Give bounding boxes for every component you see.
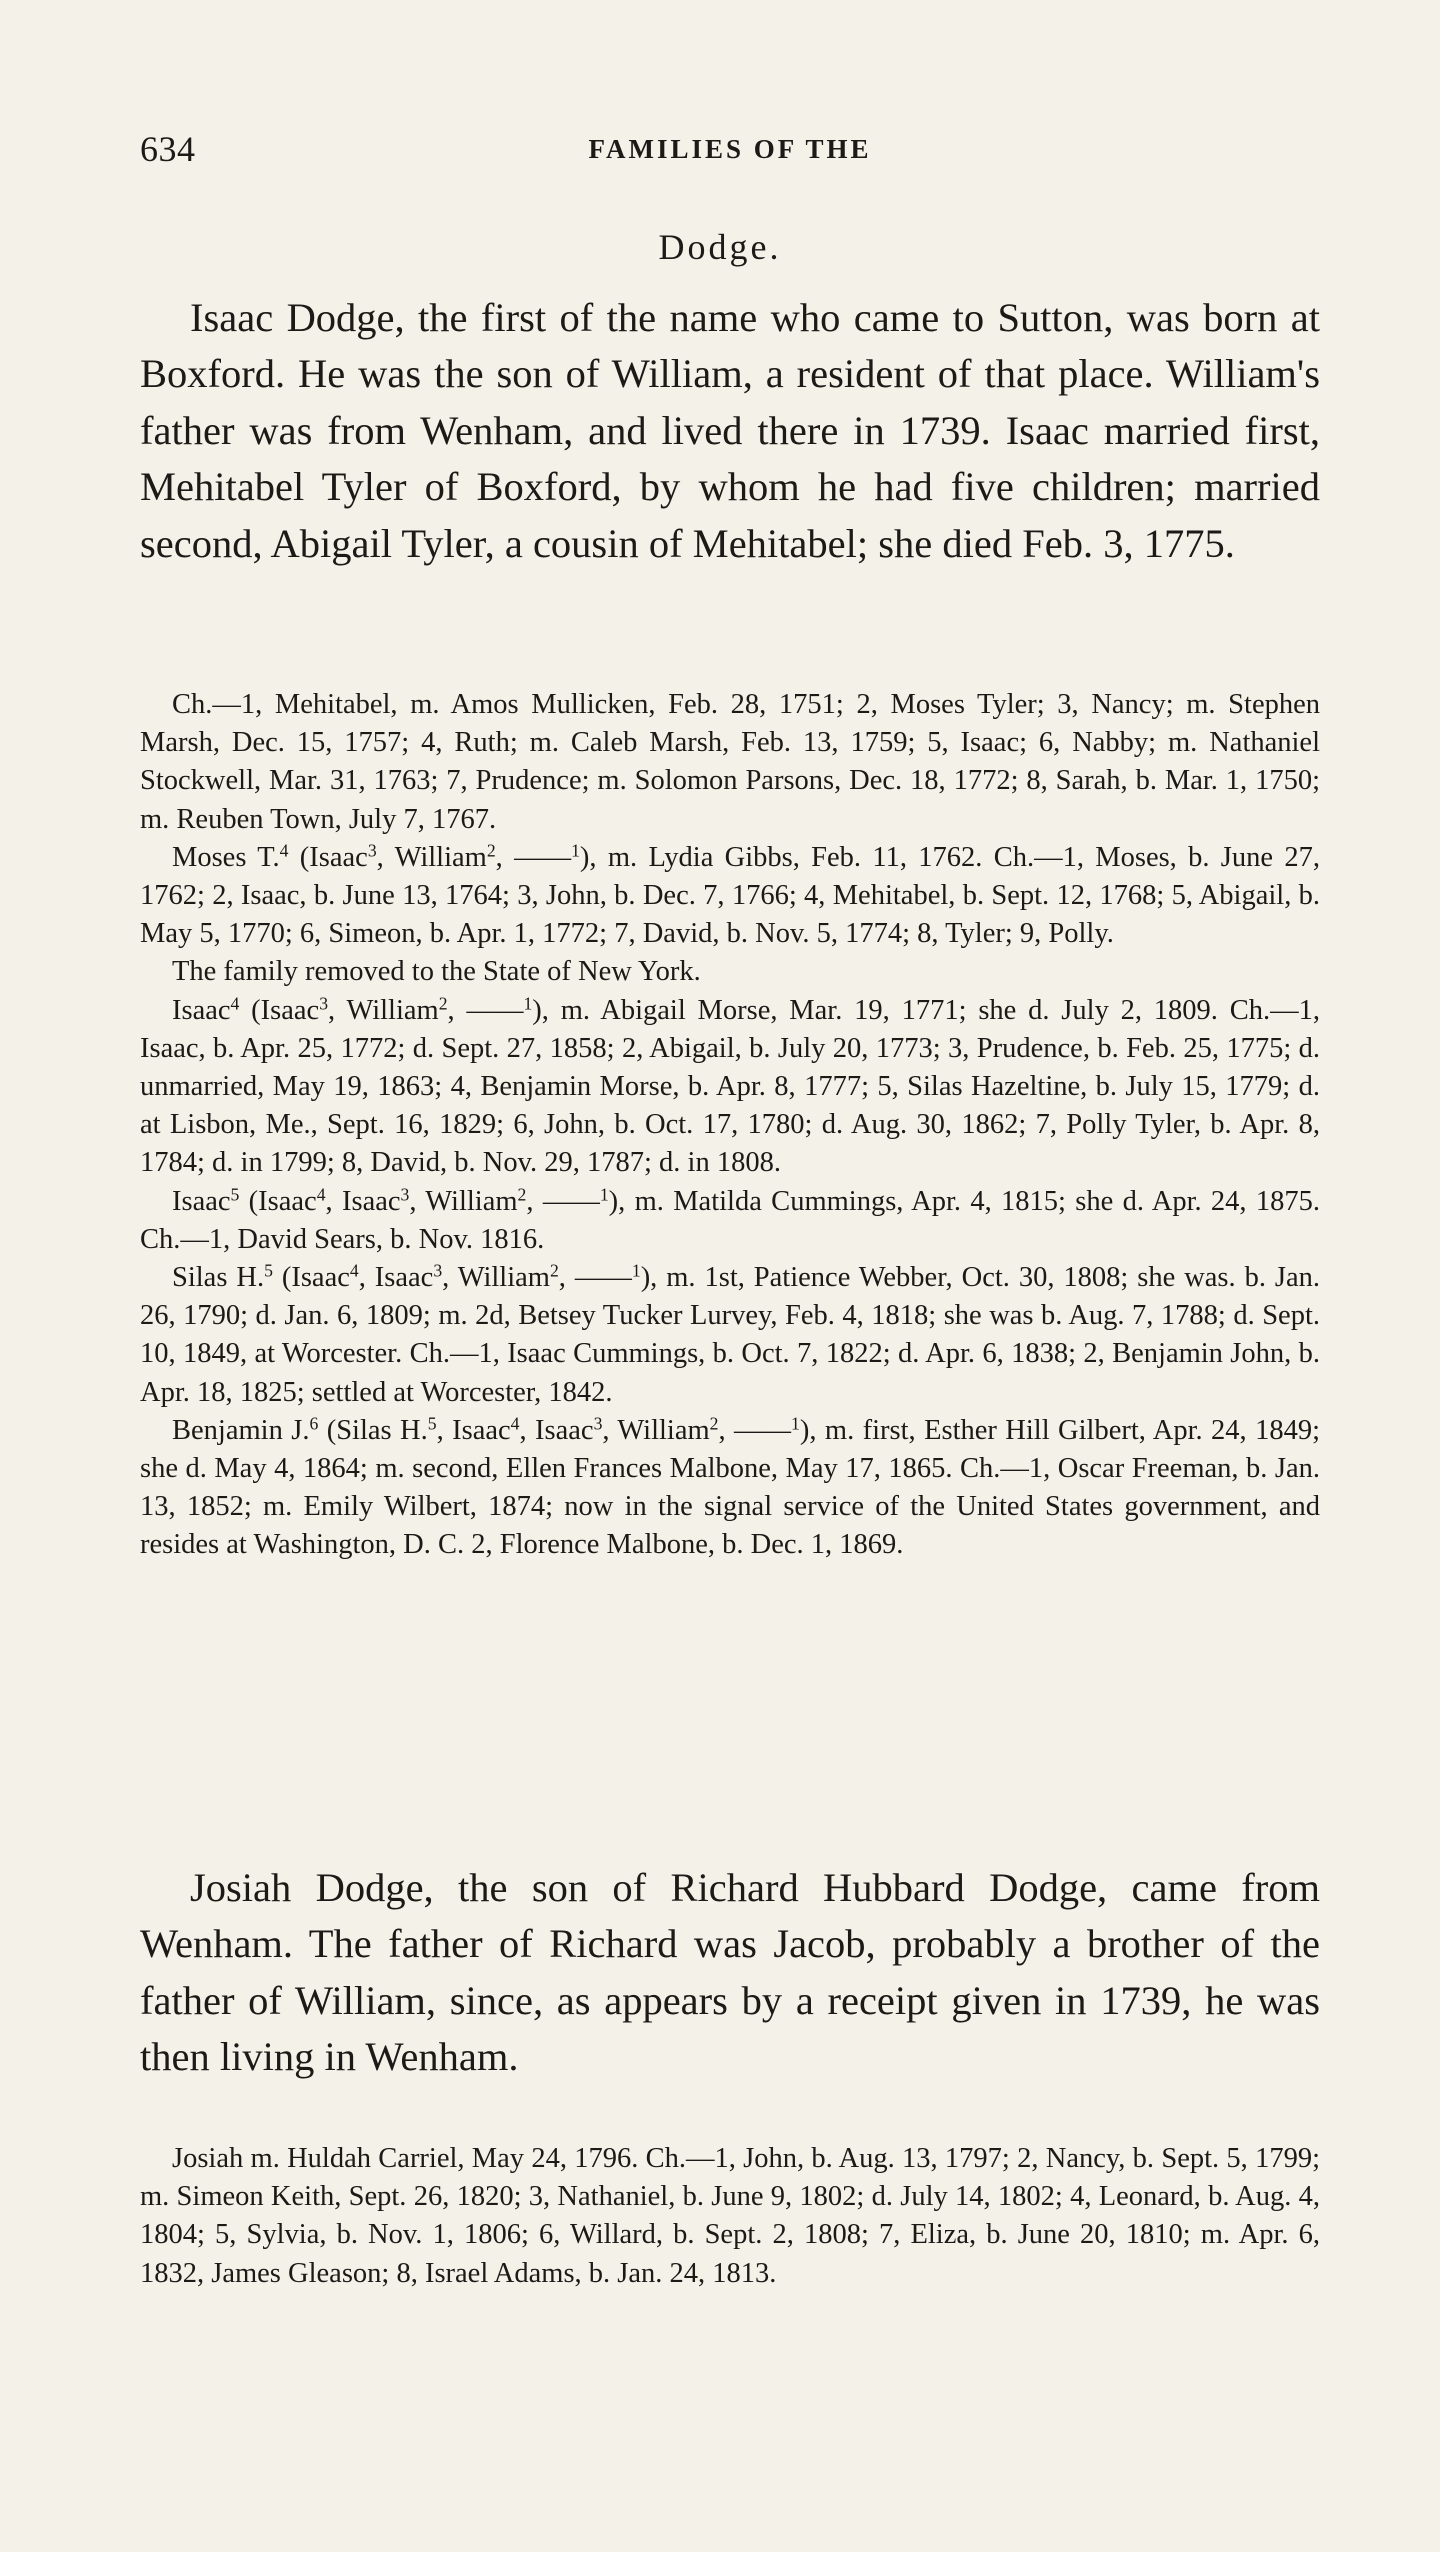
isaac4-entry bbox=[140, 992, 1320, 1183]
benjamin-lineage-1: (Silas H. bbox=[318, 1414, 428, 1446]
isaac5-generation: 5 bbox=[230, 1183, 240, 1204]
moses-lineage-3: , —— bbox=[495, 841, 572, 873]
moses-text: ), m. Lydia Gibbs, Feb. 11, 1762. Ch.—1, Moses, b. June 27, 1762; 2, Isaac, b. June 13, 1764; 3, John, b. Dec. 7, 1766; 4, Mehitabel, b. Sept. 12, 1768; 5, Abigail, b. May 5, 1770; 6, Simeon, b. Apr. 1, 1772; 7, David, b. Nov. 5, 1774; 8, Tyler; 9, Polly. bbox=[140, 841, 1320, 950]
isaac-children-entry: Ch.—1, Mehitabel, m. Amos Mullicken, Feb. 28, 1751; 2, Moses Tyler; 3, Nancy; m. Stephen Marsh, Dec. 15, 1757; 4, Ruth; m. Caleb Marsh, Feb. 13, 1759; 5, Isaac; 6, Nabby; m. Nathaniel Stockwell, Mar. 31, 1763; 7, Prudence; m. Solomon Parsons, Dec. 18, 1772; 8, Sarah, b. Mar. 1, 1750; m. Reuben Town, July 7, 1767. bbox=[140, 689, 1320, 835]
isaac5-lineage-sup-3: 2 bbox=[517, 1183, 527, 1204]
benjamin-generation: 6 bbox=[309, 1413, 319, 1434]
benjamin-lineage-sup-4: 2 bbox=[709, 1413, 719, 1434]
isaac4-name: Isaac bbox=[172, 994, 231, 1026]
benjamin-lineage-sup-1: 5 bbox=[427, 1413, 437, 1434]
page-number: 634 bbox=[140, 129, 196, 169]
silas-entry bbox=[140, 1259, 1320, 1412]
silas-lineage-4: , —— bbox=[558, 1262, 632, 1294]
moses-generation: 4 bbox=[279, 840, 289, 861]
genealogy-entries-josiah bbox=[140, 2140, 1320, 2293]
benjamin-lineage-sup-2: 4 bbox=[510, 1413, 520, 1434]
moses-lineage-sup-2: 2 bbox=[486, 840, 496, 861]
isaac5-lineage-sup-1: 4 bbox=[316, 1183, 326, 1204]
isaac5-lineage-2: , Isaac bbox=[325, 1185, 401, 1217]
benjamin-entry bbox=[140, 1412, 1320, 1565]
benjamin-text: ), m. first, Esther Hill Gilbert, Apr. 24, 1849; she d. May 4, 1864; m. second, Ellen Frances Malbone, May 17, 1865. Ch.—1, Oscar Freeman, b. Jan. 13, 1852; m. Emily Wilbert, 1874; now in the signal service of the United States government, and resides at Washington, D. C. 2, Florence Malbone, b. Dec. 1, 1869. bbox=[140, 1414, 1321, 1561]
isaac5-lineage-4: , —— bbox=[526, 1185, 600, 1217]
benjamin-lineage-sup-5: 1 bbox=[791, 1413, 800, 1434]
benjamin-lineage-4: , William bbox=[602, 1414, 710, 1446]
intro-josiah-dodge bbox=[140, 1860, 1320, 2086]
benjamin-name: Benjamin J. bbox=[172, 1414, 310, 1446]
benjamin-lineage-2: , Isaac bbox=[436, 1414, 511, 1446]
isaac4-text: ), m. Abigail Morse, Mar. 19, 1771; she d. July 2, 1809. Ch.—1, Isaac, b. Apr. 25, 1772; d. Sept. 27, 1858; 2, Abigail, b. July 20, 1773; 3, Prudence, b. Feb. 25, 1775; d. unmarried, May 19, 1863; 4, Benjamin Morse, b. Apr. 8, 1777; 5, Silas Hazeltine, b. July 15, 1779; d. at Lisbon, Me., Sept. 16, 1829; 6, John, b. Oct. 17, 1780; d. Aug. 30, 1862; 7, Polly Tyler, b. Apr. 8, 1784; d. in 1799; 8, David, b. Nov. 29, 1787; d. in 1808. bbox=[140, 994, 1321, 1179]
isaac5-lineage-3: , William bbox=[409, 1185, 518, 1217]
benjamin-lineage-3: , Isaac bbox=[519, 1414, 594, 1446]
silas-lineage-2: , Isaac bbox=[358, 1262, 434, 1294]
isaac5-entry bbox=[140, 1183, 1320, 1259]
isaac4-lineage-sup-2: 2 bbox=[438, 992, 448, 1013]
intro-josiah-text: Josiah Dodge, the son of Richard Hubbard Dodge, came from Wenham. The father of Richard was Jacob, probably a brother of the father of William, since, as appears by a receipt given in 1739, he was then living in Wenham. bbox=[140, 1865, 1320, 2080]
benjamin-lineage-5: , —— bbox=[718, 1414, 792, 1446]
moses-name: Moses T. bbox=[172, 841, 280, 873]
removed-note: The family removed to the State of New York. bbox=[172, 956, 701, 988]
page-header bbox=[140, 128, 1320, 178]
isaac4-lineage-1: (Isaac bbox=[239, 994, 320, 1026]
isaac5-lineage-sup-4: 1 bbox=[599, 1183, 609, 1204]
isaac5-name: Isaac bbox=[172, 1185, 231, 1217]
silas-lineage-sup-1: 4 bbox=[349, 1260, 359, 1281]
isaac4-lineage-3: , —— bbox=[447, 994, 524, 1026]
isaac5-text: ), m. Matilda Cummings, Apr. 4, 1815; she d. Apr. 24, 1875. Ch.—1, David Sears, b. Nov. 1816. bbox=[140, 1185, 1321, 1255]
silas-lineage-sup-3: 2 bbox=[549, 1260, 559, 1281]
josiah-entry: Josiah m. Huldah Carriel, May 24, 1796. Ch.—1, John, b. Aug. 13, 1797; 2, Nancy, b. Sept. 5, 1799; m. Simeon Keith, Sept. 26, 1820; 3, Nathaniel, b. June 9, 1802; d. July 14, 1802; 4, Leonard, b. Aug. 4, 1804; 5, Sylvia, b. Nov. 1, 1806; 6, Willard, b. Sept. 2, 1808; 7, Eliza, b. June 20, 1810; m. Apr. 6, 1832, James Gleason; 8, Israel Adams, b. Jan. 24, 1813. bbox=[140, 2143, 1320, 2289]
running-head: FAMILIES OF THE bbox=[588, 134, 872, 164]
moses-lineage-1: (Isaac bbox=[288, 841, 368, 873]
section-title: Dodge. bbox=[658, 227, 782, 267]
moses-lineage-2: , William bbox=[376, 841, 487, 873]
isaac5-lineage-sup-2: 3 bbox=[400, 1183, 410, 1204]
silas-lineage-3: , William bbox=[442, 1262, 550, 1294]
silas-lineage-sup-4: 1 bbox=[631, 1260, 641, 1281]
isaac5-lineage-1: (Isaac bbox=[239, 1185, 317, 1217]
moses-lineage-sup-3: 1 bbox=[571, 840, 580, 861]
silas-name: Silas H. bbox=[172, 1262, 265, 1294]
isaac4-lineage-sup-3: 1 bbox=[523, 992, 533, 1013]
intro-isaac-text: Isaac Dodge, the first of the name who came to Sutton, was born at Boxford. He was the son of William, a resident of that place. William's father was from Wenham, and lived there in 1739. Isaac married first, Mehitabel Tyler of Boxford, by whom he had five children; married second, Abigail Tyler, a cousin of Mehitabel; she died Feb. 3, 1775. bbox=[140, 295, 1320, 566]
intro-isaac-dodge bbox=[140, 290, 1320, 572]
isaac4-lineage-2: , William bbox=[328, 994, 439, 1026]
isaac4-generation: 4 bbox=[230, 992, 240, 1013]
moses-lineage-sup-1: 3 bbox=[367, 840, 377, 861]
silas-text: ), m. 1st, Patience Webber, Oct. 30, 1808; she was. b. Jan. 26, 1790; d. Jan. 6, 1809; m. 2d, Betsey Tucker Lurvey, Feb. 4, 1818; she was b. Aug. 7, 1788; d. Sept. 10, 1849, at Worcester. Ch.—1, Isaac Cummings, b. Oct. 7, 1822; d. Apr. 6, 1838; 2, Benjamin John, b. Apr. 18, 1825; settled at Worcester, 1842. bbox=[140, 1262, 1321, 1408]
genealogy-entries-isaac bbox=[140, 686, 1320, 1565]
moses-entry bbox=[140, 839, 1320, 954]
benjamin-lineage-sup-3: 3 bbox=[593, 1413, 603, 1434]
isaac4-lineage-sup-1: 3 bbox=[319, 992, 329, 1013]
silas-lineage-1: (Isaac bbox=[272, 1262, 350, 1294]
silas-lineage-sup-2: 3 bbox=[433, 1260, 443, 1281]
silas-generation: 5 bbox=[264, 1260, 273, 1281]
